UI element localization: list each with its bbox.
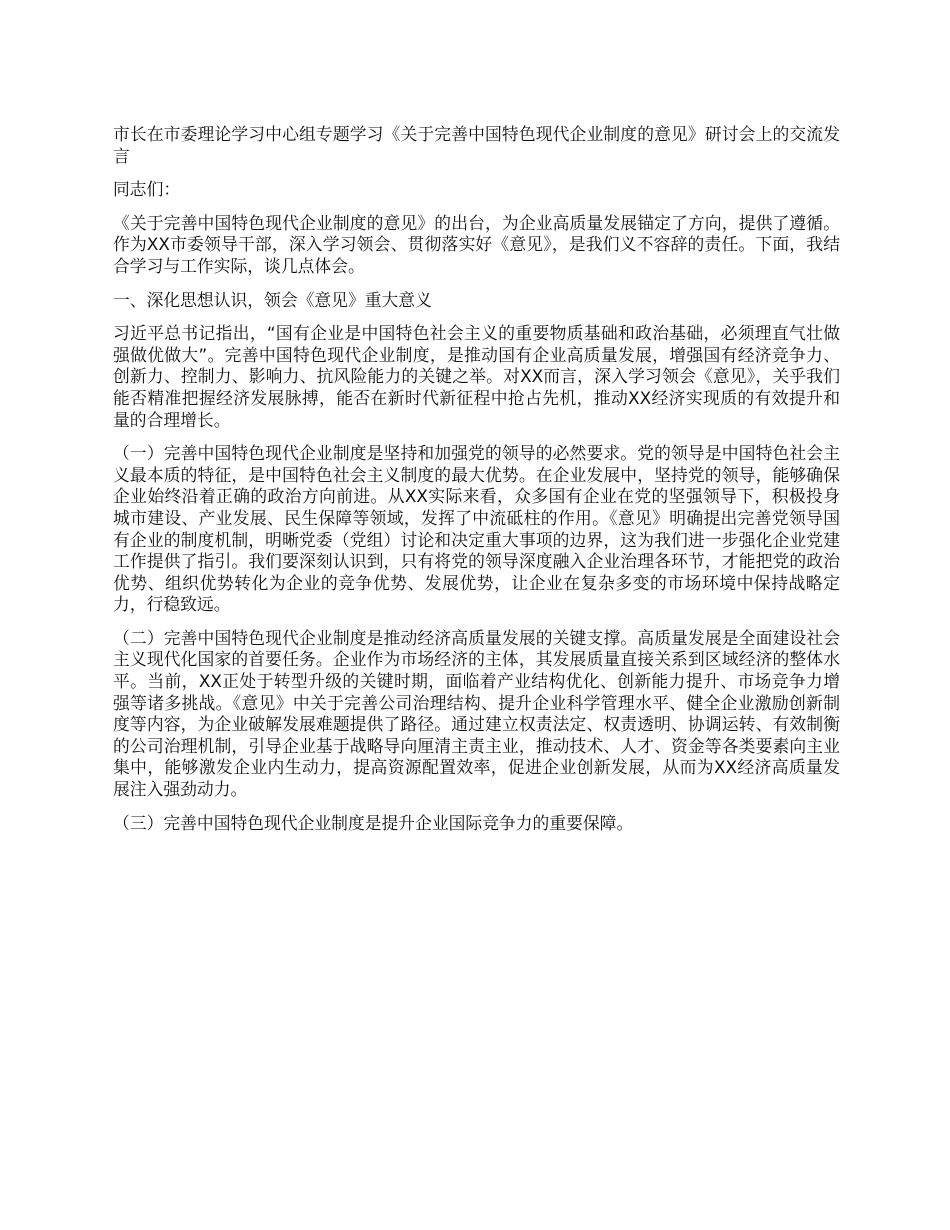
document-body: [113, 124, 840, 846]
paragraph-point-3: （三）完善中国特色现代企业制度是提升企业国际竞争力的重要保障。: [113, 812, 634, 833]
paragraph-quote: 习近平总书记指出，“国有企业是中国特色社会主义的重要物质基础和政治基础，必须理直气壮做强做优做大”。完善中国特色现代企业制度，是推动国有企业高质量发展，增强国有经济竞争力、创新力、控制力、影响力、抗风险能力的关键之举。对XX而言，深入学习领会《意见》，关乎我们能否精准把握经济发展脉搏，能否在新时代新征程中抢占先机，推动XX经济实现质的有效提升和量的合理增长。: [113, 323, 840, 430]
paragraph-point-2: （二）完善中国特色现代企业制度是推动经济高质量发展的关键支撑。高质量发展是全面建设社会主义现代化国家的首要任务。企业作为市场经济的主体，其发展质量直接关系到区域经济的整体水平。当前，XX正处于转型升级的关键时期，面临着产业结构优化、创新能力提升、市场竞争力增强等诸多挑战。《意见》中关于完善公司治理结构、提升企业科学管理水平、健全企业激励创新制度等内容，为企业破解发展难题提供了路径。通过建立权责法定、权责透明、协调运转、有效制衡的公司治理机制，引导企业基于战略导向厘清主责主业，推动技术、人才、资金等各类要素向主业集中，能够激发企业内生动力，提高资源配置效率，促进企业创新发展，从而为XX经济高质量发展注入强劲动力。: [113, 627, 840, 800]
document-title: 市长在市委理论学习中心组专题学习《关于完善中国特色现代企业制度的意见》研讨会上的交流发言: [113, 124, 840, 166]
paragraph-intro: 《关于完善中国特色现代企业制度的意见》的出台，为企业高质量发展锚定了方向，提供了遵循。作为XX市委领导干部，深入学习领会、贯彻落实好《意见》，是我们义不容辞的责任。下面，我结合学习与工作实际，谈几点体会。: [113, 212, 840, 276]
greeting: 同志们：: [113, 179, 181, 200]
section-heading-1: 一、深化思想认识，领会《意见》重大意义: [113, 289, 432, 310]
paragraph-point-1: （一）完善中国特色现代企业制度是坚持和加强党的领导的必然要求。党的领导是中国特色社会主义最本质的特征，是中国特色社会主义制度的最大优势。在企业发展中，坚持党的领导，能够确保企业始终沿着正确的政治方向前进。从XX实际来看，众多国有企业在党的坚强领导下，积极投身城市建设、产业发展、民生保障等领域，发挥了中流砥柱的作用。《意见》明确提出完善党领导国有企业的制度机制，明晰党委（党组）讨论和决定重大事项的边界，这为我们进一步强化企业党建工作提供了指引。我们要深刻认识到，只有将党的领导深度融入企业治理各环节，才能把党的政治优势、组织优势转化为企业的竞争优势、发展优势，让企业在复杂多变的市场环境中保持战略定力，行稳致远。: [113, 443, 840, 615]
